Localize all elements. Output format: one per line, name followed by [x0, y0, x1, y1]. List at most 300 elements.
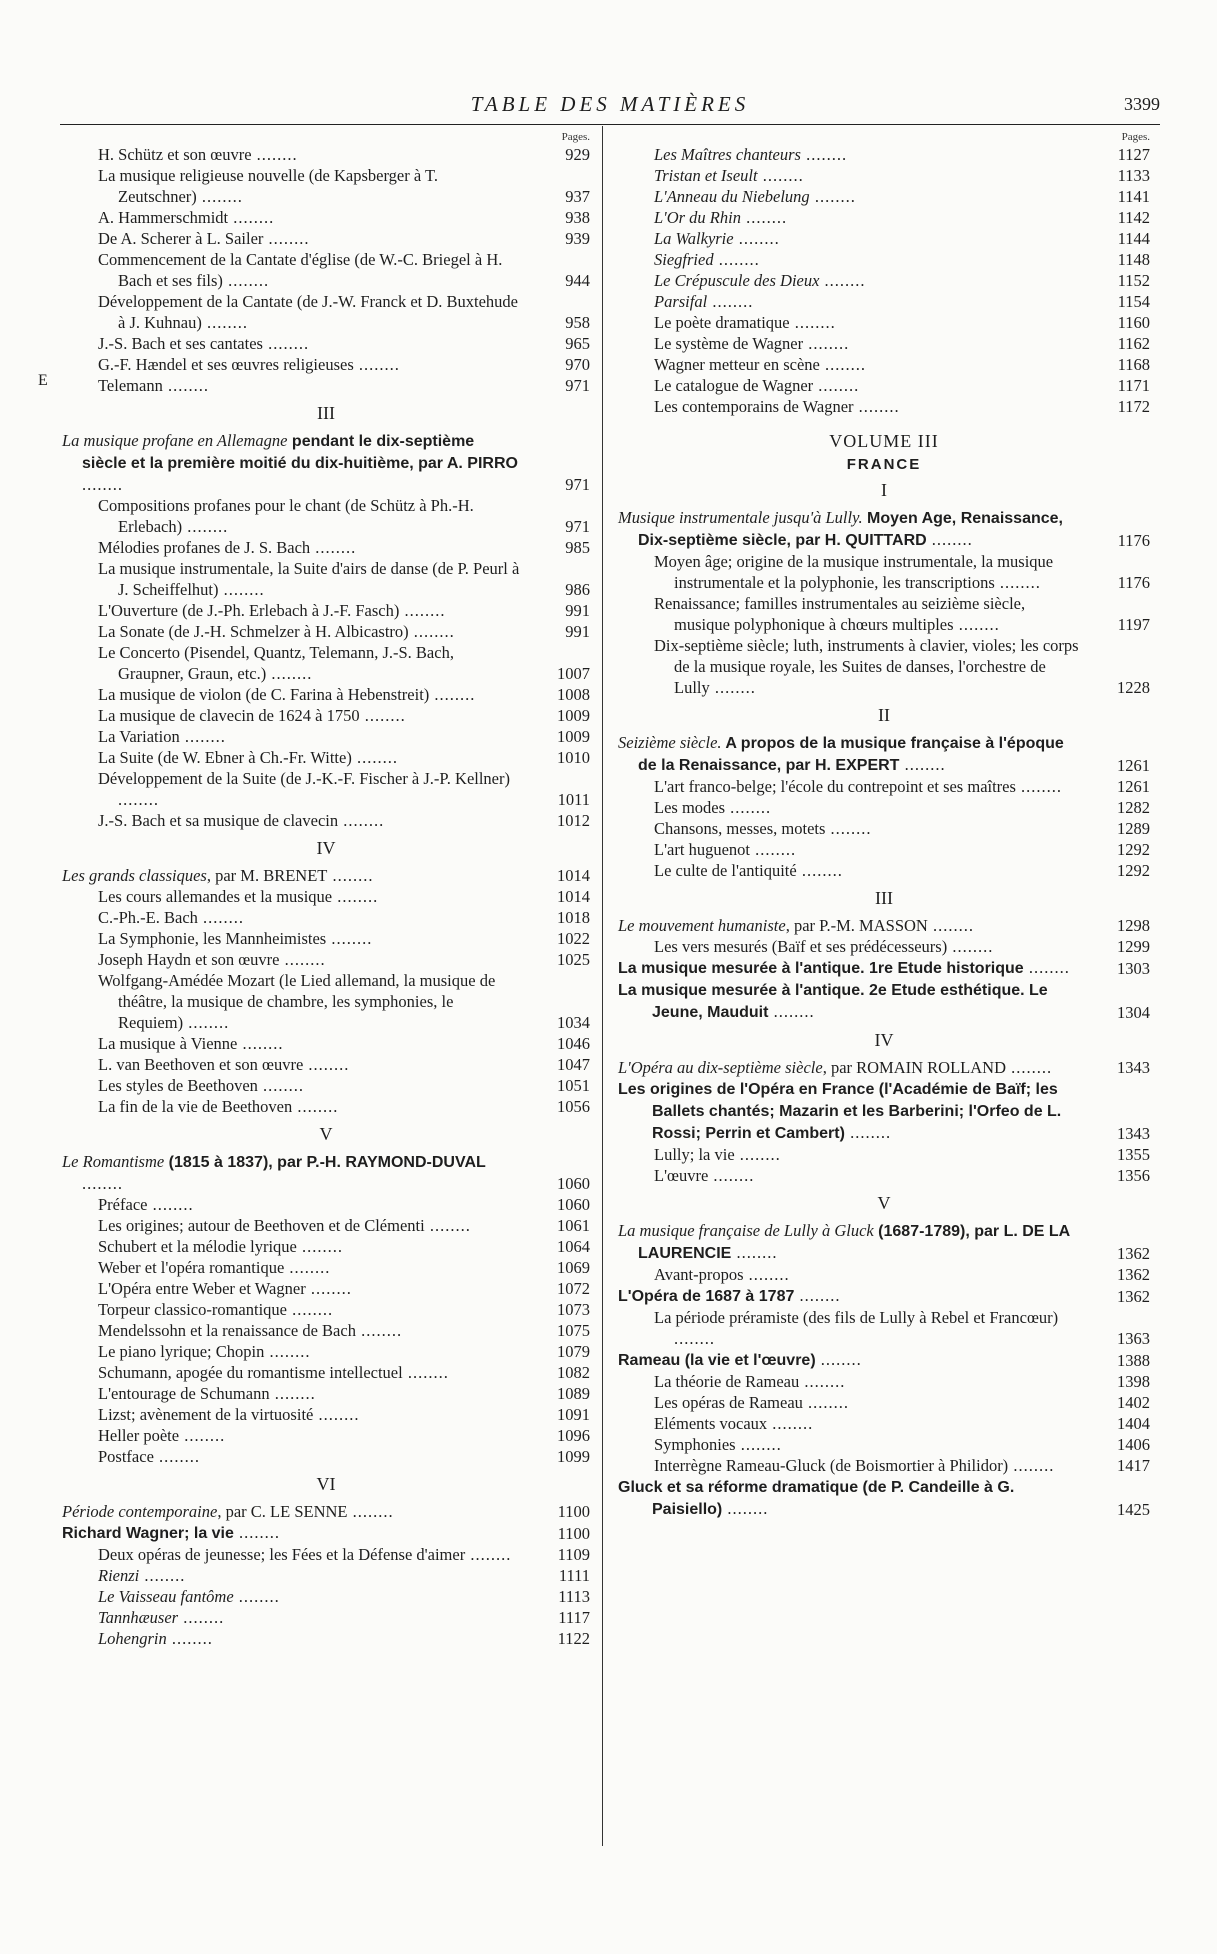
- entry-title-text: Symphonies: [654, 1435, 736, 1454]
- entry-title-text: Avant-propos: [654, 1265, 744, 1284]
- toc-entry: [62, 1341, 590, 1362]
- toc-entry: [62, 1054, 590, 1075]
- page-number: 3399: [1124, 94, 1160, 114]
- toc-entry: [618, 551, 1150, 593]
- entry-title-text: Les origines de l'Opéra en France (l'Académie de Baïf; les Ballets chantés; Mazarin et les Barberini; l'Orfeo de L. Rossi; Perrin et Cambert): [618, 1081, 1062, 1142]
- entry-title-italic: Siegfried: [654, 250, 714, 269]
- dot-leader: ........: [292, 1097, 339, 1116]
- entry-title-italic: Rienzi: [98, 1566, 140, 1585]
- entry-title: [618, 860, 1150, 881]
- entry-title: [62, 747, 590, 768]
- entry-title-text: Deux opéras de jeunesse; les Fées et la Défense d'aimer: [98, 1545, 466, 1564]
- entry-title-text: Schumann, apogée du romantisme intellectuel: [98, 1363, 403, 1382]
- entry-title: [62, 810, 590, 831]
- toc-entry: [618, 1455, 1150, 1476]
- toc-chapter-entry: [618, 1220, 1150, 1264]
- toc-chapter-entry: [62, 430, 590, 495]
- entry-title: [618, 1349, 1150, 1371]
- entry-title: [62, 537, 590, 558]
- volume-heading: VOLUME III: [829, 431, 939, 451]
- dot-leader: ........: [707, 292, 754, 311]
- toc-entry: [618, 1078, 1150, 1144]
- entry-page-number: 971: [565, 376, 590, 395]
- entry-page-number: 958: [565, 313, 590, 332]
- toc-entry: [62, 291, 590, 333]
- toc-entry: [62, 747, 590, 768]
- dot-leader: ........: [802, 1393, 850, 1412]
- entry-page-number: 1298: [1117, 916, 1150, 935]
- entry-page-number: 1008: [557, 685, 590, 704]
- entry-page-number: 929: [565, 145, 590, 164]
- entry-title: [62, 928, 590, 949]
- entry-page-number: 1142: [1117, 208, 1150, 227]
- entry-title-text: Moyen Age, Renaissance, Dix-septième siècle, par H. QUITTARD: [638, 510, 1063, 549]
- dot-leader: ........: [800, 145, 848, 164]
- dot-leader: ........: [674, 1329, 715, 1348]
- dot-leader: ........: [284, 1258, 331, 1277]
- dot-leader: ........: [947, 937, 994, 956]
- entry-title-text: Compositions profanes pour le chant (de Schütz à Ph.-H. Erlebach): [98, 496, 474, 536]
- entry-page-number: 938: [565, 208, 590, 227]
- toc-entry: [62, 249, 590, 291]
- toc-chapter-entry: [618, 732, 1150, 776]
- dot-leader: ........: [359, 706, 406, 725]
- entry-page-number: 1060: [557, 1174, 590, 1193]
- entry-title: [62, 249, 590, 291]
- entry-page-number: 1014: [557, 866, 590, 885]
- toc-entry: [62, 1257, 590, 1278]
- toc-entry: [618, 396, 1150, 417]
- entry-title-text: Dix-septième siècle; luth, instruments à clavier, violes; les corps de la musique royale, les Suites de danses, l'orchestre de Lully: [654, 636, 1079, 697]
- entry-title-italic: Le mouvement humaniste: [618, 916, 786, 935]
- entry-page-number: 1343: [1117, 1058, 1150, 1077]
- entry-page-number: 1007: [557, 664, 590, 683]
- entry-page-number: 1122: [557, 1629, 590, 1648]
- dot-leader: ........: [287, 1300, 334, 1319]
- entry-title-text: Telemann: [98, 376, 163, 395]
- entry-title-text: Le culte de l'antiquité: [654, 861, 797, 880]
- entry-title-text: C.-Ph.-E. Bach: [98, 908, 198, 927]
- entry-title: [62, 1544, 590, 1565]
- toc-chapter-entry: [618, 915, 1150, 936]
- dot-leader: ........: [296, 1237, 343, 1256]
- entry-page-number: 1010: [557, 748, 590, 767]
- entry-page-number: 1022: [557, 929, 590, 948]
- dot-leader: ........: [750, 840, 797, 859]
- entry-title: [618, 1057, 1150, 1078]
- toc-entry: [618, 1144, 1150, 1165]
- entry-title: [618, 1455, 1150, 1476]
- entry-page-number: 1051: [557, 1076, 590, 1095]
- pages-label: Pages.: [1121, 131, 1150, 143]
- entry-page-number: 1100: [557, 1502, 590, 1521]
- entry-title-text: L'Opéra de 1687 à 1787: [618, 1288, 795, 1305]
- toc-entry: [618, 1434, 1150, 1455]
- entry-page-number: 1072: [557, 1279, 590, 1298]
- dot-leader: ........: [233, 1587, 280, 1606]
- entry-page-number: 1362: [1117, 1265, 1150, 1284]
- entry-page-number: 965: [565, 334, 590, 353]
- dot-leader: ........: [899, 755, 946, 774]
- entry-title-text: (1815 à 1837), par P.-H. RAYMOND-DUVAL: [164, 1154, 486, 1171]
- entry-title-text: L'Opéra entre Weber et Wagner: [98, 1279, 306, 1298]
- entry-title-text: La Variation: [98, 727, 180, 746]
- entry-title-text: Rameau (la vie et l'œuvre): [618, 1352, 816, 1369]
- dot-leader: ........: [757, 166, 804, 185]
- toc-entry: [62, 1362, 590, 1383]
- section-numeral: V: [877, 1193, 891, 1213]
- entry-page-number: 1292: [1117, 840, 1150, 859]
- entry-title-text: La musique mesurée à l'antique. 2e Etude esthétique. Le Jeune, Mauduit: [618, 982, 1048, 1021]
- entry-page-number: 1402: [1117, 1393, 1150, 1412]
- entry-page-number: 1047: [557, 1055, 590, 1074]
- entry-title-italic: Tannhæuser: [98, 1608, 179, 1627]
- entry-title-text: La Symphonie, les Mannheimistes: [98, 929, 327, 948]
- toc-entry: [62, 970, 590, 1033]
- toc-entry: [618, 1307, 1150, 1349]
- entry-page-number: 1356: [1117, 1166, 1150, 1185]
- toc-entry: [618, 249, 1150, 270]
- dot-leader: ........: [1006, 1058, 1053, 1077]
- entry-title-text: La musique de violon (de C. Farina à Hebenstreit): [98, 685, 430, 704]
- dot-leader: ........: [713, 250, 760, 269]
- toc-entry: [62, 1096, 590, 1117]
- entry-title: [618, 186, 1150, 207]
- dot-leader: ........: [809, 187, 856, 206]
- entry-title-text: La théorie de Rameau: [654, 1372, 800, 1391]
- entry-title: [62, 907, 590, 928]
- dot-leader: ........: [708, 1166, 755, 1185]
- toc-entry: [618, 776, 1150, 797]
- entry-title-text: A. Hammerschmidt: [98, 208, 229, 227]
- entry-page-number: 1109: [557, 1545, 590, 1564]
- entry-title: [62, 705, 590, 726]
- entry-title-italic: L'Anneau du Niebelung: [654, 187, 810, 206]
- dot-leader: ........: [257, 1076, 305, 1095]
- entry-title-text: La musique de clavecin de 1624 à 1750: [98, 706, 360, 725]
- entry-title: [618, 1264, 1150, 1285]
- toc-entry: [618, 333, 1150, 354]
- toc-entry: [618, 797, 1150, 818]
- section-numeral: III: [317, 403, 335, 423]
- entry-page-number: 971: [565, 517, 590, 536]
- toc-entry: [62, 495, 590, 537]
- entry-title: [62, 333, 590, 354]
- entry-page-number: 1069: [557, 1258, 590, 1277]
- toc-entry: [62, 1320, 590, 1341]
- entry-title-text: pendant le dix-septième siècle et la première moitié du dix-huitième, par A. PIRRO: [82, 433, 518, 472]
- entry-title: [62, 1565, 590, 1586]
- entry-title-text: De A. Scherer à L. Sailer: [98, 229, 264, 248]
- dot-leader: ........: [269, 1384, 316, 1403]
- entry-page-number: 1160: [1117, 313, 1150, 332]
- entry-title-text: Moyen âge; origine de la musique instrumentale, la musique instrumentale et la polyphonie, les transcriptions: [654, 552, 1054, 592]
- entry-title-text: , par M. BRENET: [206, 866, 328, 885]
- entry-page-number: 1141: [1117, 187, 1150, 206]
- toc-entry: [618, 818, 1150, 839]
- toc-entry: [618, 144, 1150, 165]
- dot-leader: ........: [1015, 777, 1063, 796]
- dot-leader: ........: [182, 517, 229, 536]
- toc-entry: [62, 537, 590, 558]
- entry-page-number: 1148: [1117, 250, 1150, 269]
- entry-page-number: 1171: [1117, 376, 1150, 395]
- entry-title: [62, 1341, 590, 1362]
- entry-page-number: 1363: [1117, 1329, 1150, 1348]
- entry-title: [62, 1215, 590, 1236]
- entry-title-text: Le Concerto (Pisendel, Quantz, Telemann, J.-S. Bach, Graupner, Graun, etc.): [98, 643, 454, 683]
- entry-title: [618, 732, 1150, 776]
- dot-leader: ........: [1023, 958, 1070, 977]
- toc-entry: [62, 907, 590, 928]
- entry-title: [618, 1078, 1150, 1144]
- column-divider: [602, 126, 603, 1846]
- dot-leader: ........: [166, 1629, 213, 1648]
- entry-page-number: 1133: [1117, 166, 1150, 185]
- entry-title-text: J.-S. Bach et ses cantates: [98, 334, 263, 353]
- dot-leader: ........: [179, 727, 226, 746]
- entry-title: [62, 1054, 590, 1075]
- entry-title: [618, 1165, 1150, 1186]
- entry-page-number: 1060: [557, 1195, 590, 1214]
- entry-title: [62, 1628, 590, 1649]
- entry-title-italic: Les Maîtres chanteurs: [654, 145, 801, 164]
- toc-entry: [62, 375, 590, 396]
- toc-entry: [62, 1446, 590, 1467]
- entry-page-number: 1168: [1117, 355, 1150, 374]
- dot-leader: ........: [313, 1405, 360, 1424]
- toc-entry: [62, 684, 590, 705]
- entry-title-text: Le piano lyrique; Chopin: [98, 1342, 265, 1361]
- toc-entry: [618, 936, 1150, 957]
- entry-title-text: , par P.-M. MASSON: [785, 916, 928, 935]
- entry-title-text: La musique à Vienne: [98, 1034, 238, 1053]
- entry-page-number: 1018: [557, 908, 590, 927]
- left-column: [62, 130, 590, 1649]
- dot-leader: ........: [743, 1265, 790, 1284]
- dot-leader: ........: [82, 475, 123, 494]
- toc-entry: [62, 228, 590, 249]
- entry-title-text: Renaissance; familles instrumentales au seizième siècle, musique polyphonique à chœurs multiples: [654, 594, 1026, 634]
- entry-title-text: Les vers mesurés (Baïf et ses prédécesseurs): [654, 937, 948, 956]
- dot-leader: ........: [815, 1350, 862, 1369]
- entry-page-number: 1162: [1117, 334, 1150, 353]
- entry-title-text: Lully; la vie: [654, 1145, 735, 1164]
- entry-title: [618, 1434, 1150, 1455]
- entry-title-text: La fin de la vie de Beethoven: [98, 1097, 293, 1116]
- left-toc-list: [62, 144, 590, 1649]
- entry-title-italic: Période contemporaine: [62, 1502, 218, 1521]
- entry-title-text: Eléments vocaux: [654, 1414, 768, 1433]
- entry-title-italic: Seizième siècle.: [618, 733, 722, 752]
- entry-title-text: Weber et l'opéra romantique: [98, 1258, 285, 1277]
- toc-entry: [618, 957, 1150, 979]
- entry-title: [62, 354, 590, 375]
- toc-entry: [62, 1565, 590, 1586]
- entry-page-number: 1343: [1117, 1124, 1150, 1143]
- dot-leader: ........: [355, 1321, 403, 1340]
- entry-title: [618, 551, 1150, 593]
- toc-entry: [618, 312, 1150, 333]
- dot-leader: ........: [740, 208, 788, 227]
- toc-entry: [618, 1264, 1150, 1285]
- dot-leader: ........: [197, 908, 245, 927]
- entry-title: [62, 228, 590, 249]
- toc-entry: [618, 1476, 1150, 1520]
- entry-page-number: 1056: [557, 1097, 590, 1116]
- entry-title-text: L'Ouverture (de J.-Ph. Erlebach à J.-F. Fasch): [98, 601, 400, 620]
- toc-entry: [618, 1285, 1150, 1307]
- entry-page-number: 1299: [1117, 937, 1150, 956]
- entry-title-text: L'entourage de Schumann: [98, 1384, 270, 1403]
- entry-title-italic: Les grands classiques: [62, 866, 207, 885]
- entry-title-text: H. Schütz et son œuvre: [98, 145, 252, 164]
- dot-leader: ........: [347, 1502, 394, 1521]
- toc-chapter-entry: [62, 1501, 590, 1522]
- entry-title-italic: La musique profane en Allemagne: [62, 431, 288, 450]
- entry-title: [62, 1033, 590, 1054]
- entry-title-text: Mendelssohn et la renaissance de Bach: [98, 1321, 356, 1340]
- toc-entry: [62, 1278, 590, 1299]
- entry-title-text: L'œuvre: [654, 1166, 709, 1185]
- entry-page-number: 1091: [557, 1405, 590, 1424]
- toc-entry: [618, 291, 1150, 312]
- toc-entry: [618, 270, 1150, 291]
- entry-page-number: 1113: [558, 1587, 590, 1606]
- entry-title-text: L'art huguenot: [654, 840, 750, 859]
- entry-title-italic: La Walkyrie: [654, 229, 734, 248]
- toc-entry: [62, 705, 590, 726]
- entry-title: [62, 768, 590, 810]
- toc-entry: [618, 1349, 1150, 1371]
- entry-title: [618, 333, 1150, 354]
- entry-title: [62, 865, 590, 886]
- dot-leader: ........: [338, 811, 385, 830]
- toc-entry: [618, 1371, 1150, 1392]
- entry-title-text: Commencement de la Cantate d'église (de W.-C. Briegel à H. Bach et ses fils): [98, 250, 503, 290]
- dot-leader: ........: [326, 929, 373, 948]
- entry-page-number: 1061: [557, 1216, 590, 1235]
- dot-leader: ........: [264, 1342, 311, 1361]
- dot-leader: ........: [279, 950, 326, 969]
- dot-leader: ........: [994, 573, 1041, 592]
- section-numeral: I: [881, 480, 887, 500]
- entry-title: [618, 839, 1150, 860]
- entry-page-number: 1303: [1117, 959, 1150, 978]
- entry-title: [618, 144, 1150, 165]
- entry-page-number: 991: [565, 622, 590, 641]
- dot-leader: ........: [402, 1363, 449, 1382]
- entry-page-number: 1152: [1117, 271, 1150, 290]
- entry-title-text: Wolfgang-Amédée Mozart (le Lied allemand, la musique de théâtre, la musique de chambre, les symphonies, le Requiem): [98, 971, 496, 1032]
- entry-page-number: 1025: [557, 950, 590, 969]
- entry-title-italic: Parsifal: [654, 292, 708, 311]
- entry-title: [618, 375, 1150, 396]
- entry-title: [618, 396, 1150, 417]
- dot-leader: ........: [853, 397, 900, 416]
- entry-title-text: Les opéras de Rameau: [654, 1393, 803, 1412]
- margin-mark: E: [38, 372, 48, 389]
- entry-title: [62, 1501, 590, 1522]
- toc-entry: [62, 810, 590, 831]
- entry-title: [618, 593, 1150, 635]
- dot-leader: ........: [118, 790, 159, 809]
- dot-leader: ........: [844, 1123, 892, 1142]
- entry-title: [62, 1299, 590, 1320]
- entry-title: [62, 1075, 590, 1096]
- entry-title: [618, 291, 1150, 312]
- dot-leader: ........: [424, 1216, 471, 1235]
- toc-entry: [618, 1392, 1150, 1413]
- entry-page-number: 1117: [558, 1608, 590, 1627]
- dot-leader: ........: [799, 1372, 846, 1391]
- entry-title-text: Les origines; autour de Beethoven et de Clémenti: [98, 1216, 425, 1235]
- entry-title: [618, 354, 1150, 375]
- entry-title: [62, 558, 590, 600]
- entry-title: [62, 1278, 590, 1299]
- entry-title-text: La musique instrumentale, la Suite d'airs de danse (de P. Peurl à J. Scheiffelhut): [98, 559, 520, 599]
- entry-page-number: 1282: [1117, 798, 1150, 817]
- toc-entry: [618, 165, 1150, 186]
- entry-page-number: 1304: [1117, 1003, 1150, 1022]
- entry-title: [62, 726, 590, 747]
- entry-page-number: 1417: [1117, 1456, 1150, 1475]
- toc-entry: [618, 1413, 1150, 1434]
- entry-title-text: Joseph Haydn et son œuvre: [98, 950, 280, 969]
- entry-title-text: Les cours allemandes et la musique: [98, 887, 333, 906]
- toc-entry: [618, 860, 1150, 881]
- entry-title-text: La musique religieuse nouvelle (de Kapsberger à T. Zeutschner): [98, 166, 438, 206]
- entry-page-number: 1075: [557, 1321, 590, 1340]
- page-header: [60, 92, 1160, 122]
- header-rule: [60, 124, 1160, 125]
- dot-leader: ........: [725, 798, 772, 817]
- entry-page-number: 1009: [557, 706, 590, 725]
- toc-entry: [618, 839, 1150, 860]
- entry-title: [62, 970, 590, 1033]
- entry-title: [62, 1383, 590, 1404]
- entry-page-number: 1127: [1117, 145, 1150, 164]
- dot-leader: ........: [153, 1447, 201, 1466]
- entry-title: [62, 430, 590, 495]
- toc-entry: [62, 1586, 590, 1607]
- entry-page-number: 1425: [1117, 1500, 1150, 1519]
- entry-title: [618, 797, 1150, 818]
- entry-page-number: 1362: [1117, 1244, 1150, 1263]
- entry-page-number: 985: [565, 538, 590, 557]
- entry-page-number: 1292: [1117, 861, 1150, 880]
- dot-leader: ........: [429, 685, 476, 704]
- entry-title: [62, 949, 590, 970]
- toc-entry: [62, 1404, 590, 1425]
- dot-leader: ........: [768, 1002, 815, 1021]
- entry-page-number: 1011: [557, 790, 590, 809]
- entry-page-number: 1176: [1117, 531, 1150, 550]
- entry-page-number: 1404: [1117, 1414, 1150, 1433]
- entry-title: [62, 1586, 590, 1607]
- entry-title-text: Le poète dramatique: [654, 313, 790, 332]
- toc-entry: [62, 1194, 590, 1215]
- section-numeral: VI: [316, 1474, 336, 1494]
- dot-leader: ........: [926, 530, 973, 549]
- dot-leader: ........: [179, 1426, 226, 1445]
- dot-leader: ........: [825, 819, 872, 838]
- entry-title: [618, 979, 1150, 1023]
- entry-title: [62, 495, 590, 537]
- entry-page-number: 1197: [1117, 615, 1150, 634]
- dot-leader: ........: [201, 313, 248, 332]
- entry-page-number: 986: [565, 580, 590, 599]
